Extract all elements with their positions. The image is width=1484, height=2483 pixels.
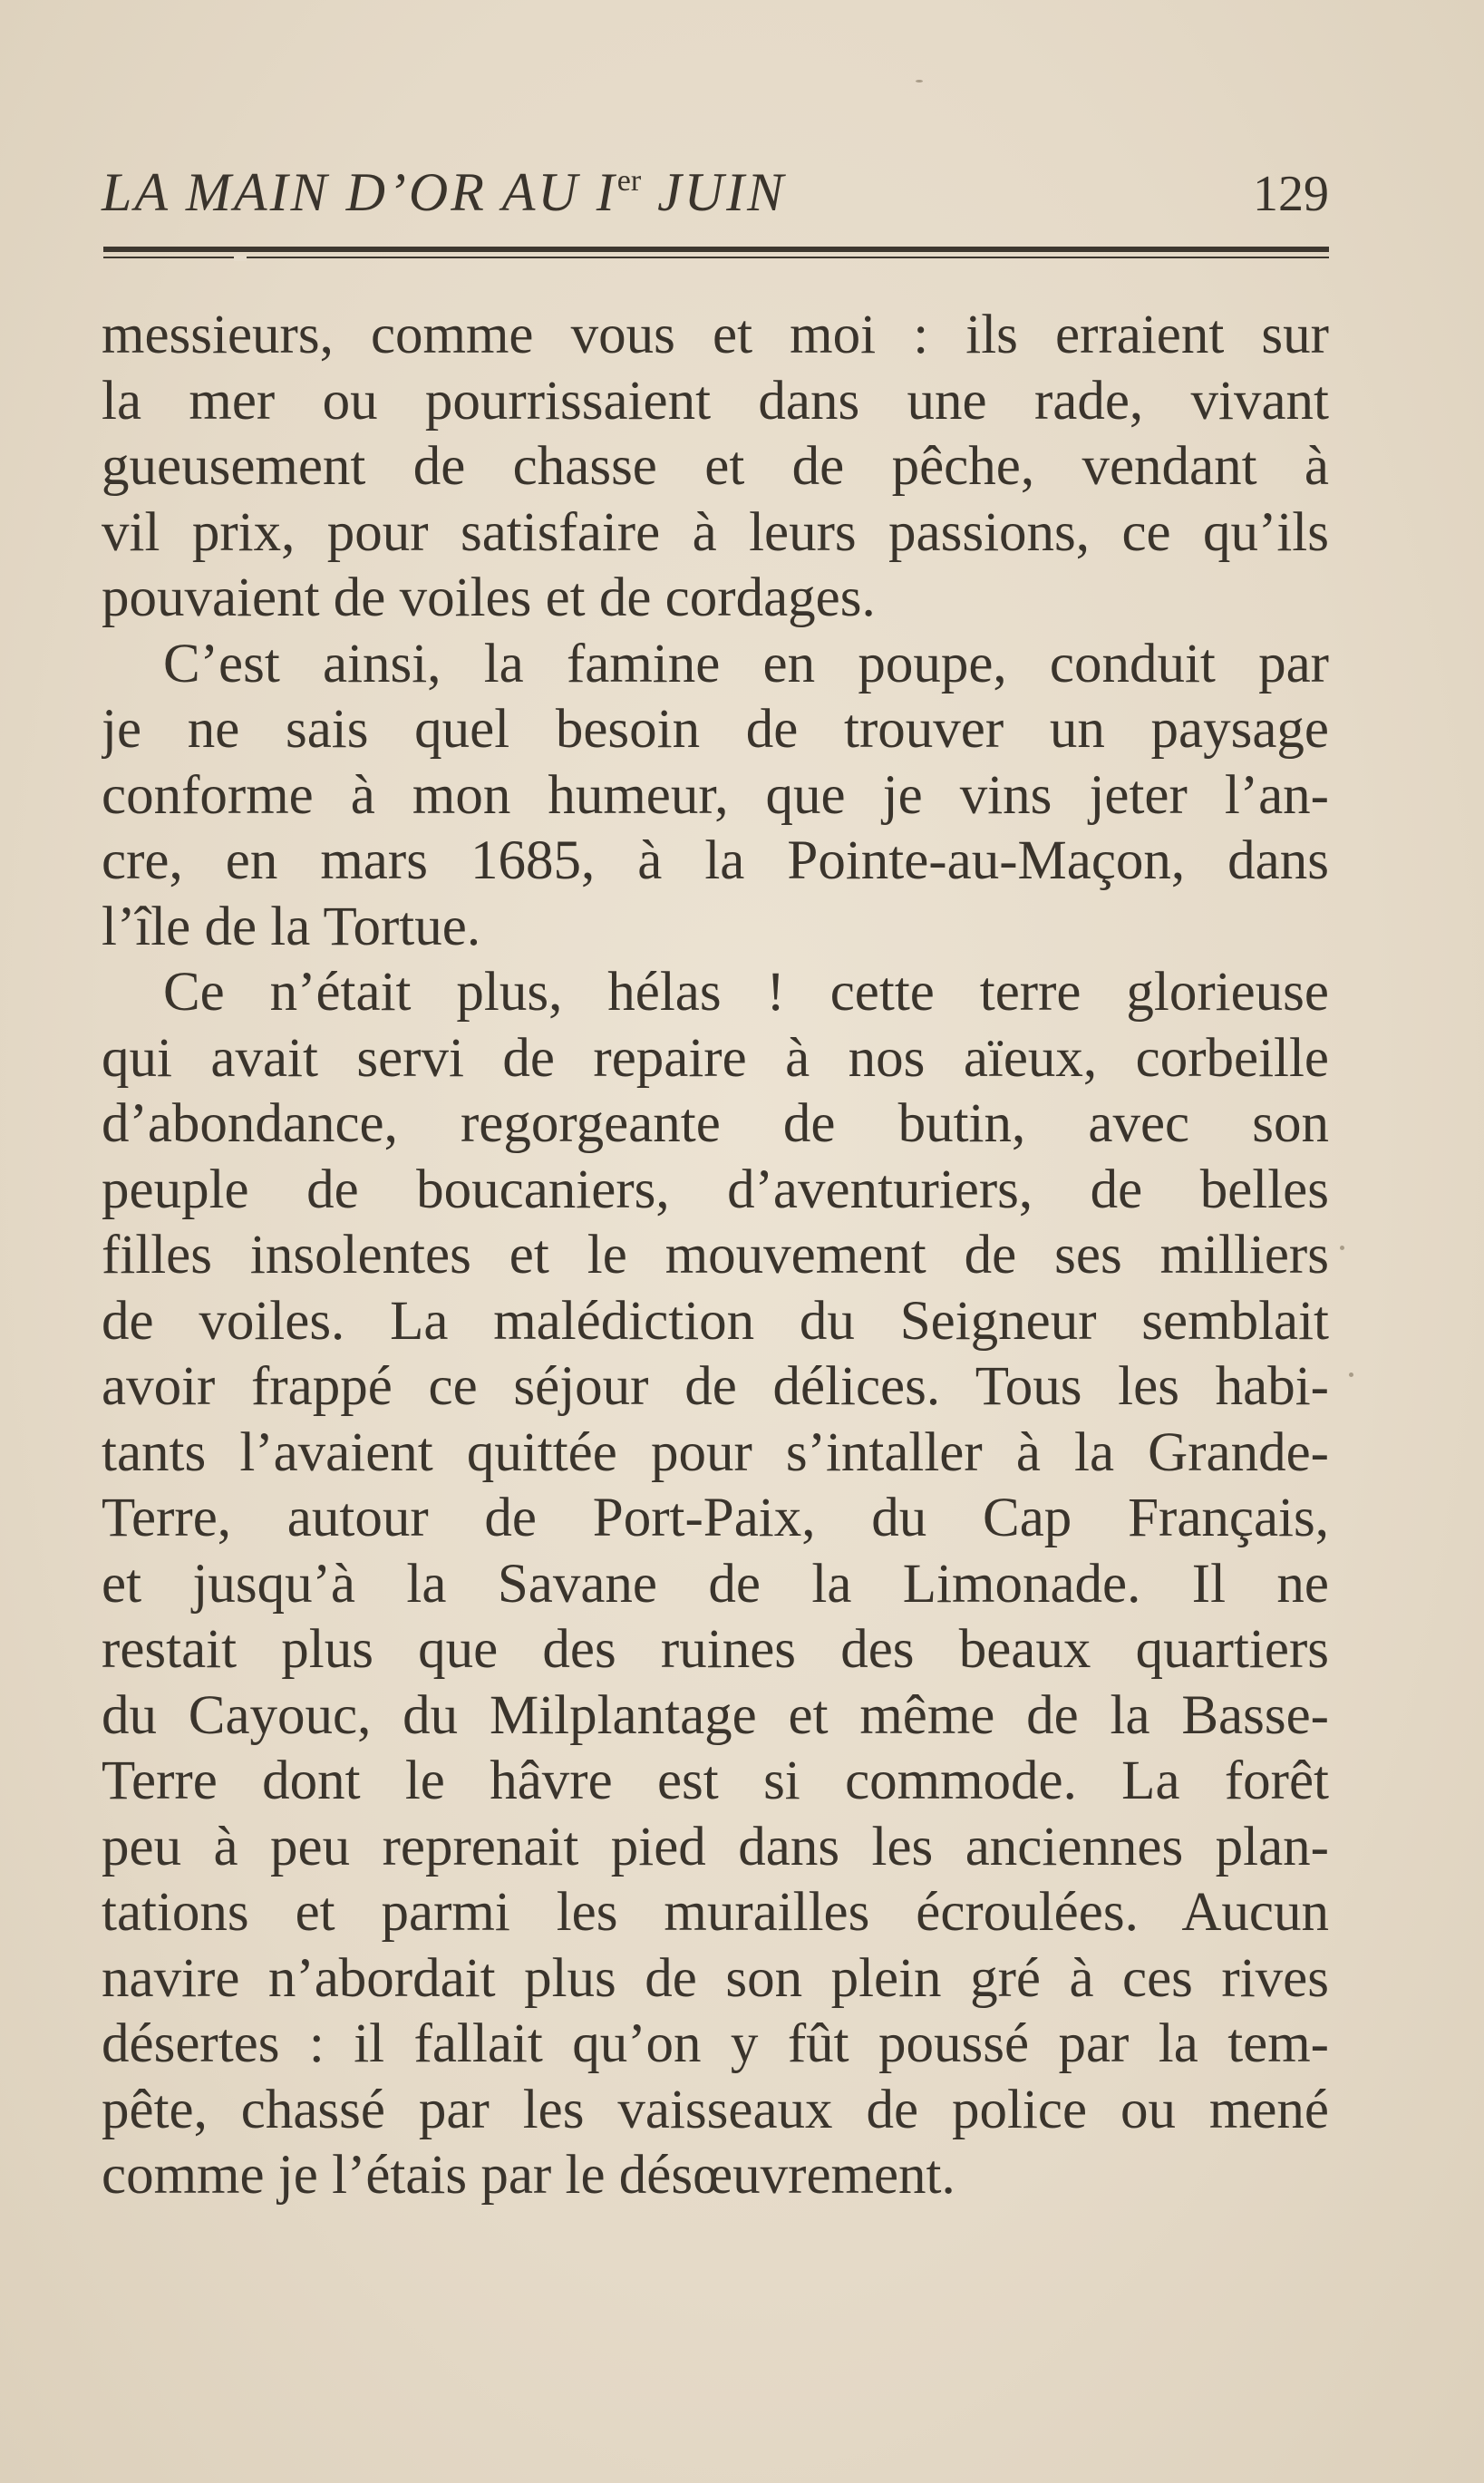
text-line: gueusement de chasse et de pêche, vendant à [102,436,1329,497]
header-rule-break [234,256,247,261]
running-title-main: LA MAIN D’OR AU I [102,162,617,222]
text-line: pête, chassé par les vaisseaux de police ou mené [102,2079,1329,2140]
text-line: cre, en mars 1685, à la Pointe-au-Maçon, dans [102,830,1329,891]
text-line: l’île de la Tortue. [102,896,481,957]
text-line: avoir frappé ce séjour de délices. Tous les habi- [102,1356,1329,1417]
text-line: restait plus que des ruines des beaux quartiers [102,1619,1329,1680]
header-rule-thin [103,257,1329,258]
text-line: messieurs, comme vous et moi : ils erraient sur [102,305,1329,365]
page-number: 129 [1253,166,1329,222]
text-line: navire n’abordait plus de son plein gré à ces rives [102,1947,1329,2009]
text-line: conforme à mon humeur, que je vins jeter l’an- [102,764,1329,826]
paragraph-start-line: Ce n’était plus, hélas ! cette terre glorieuse [163,962,1329,1023]
text-line: Terre dont le hâvre est si commode. La forêt [102,1751,1329,1811]
paragraph-start-line: C’est ainsi, la famine en poupe, conduit par [163,633,1329,694]
paper-speck [1340,1246,1344,1250]
running-title-end: JUIN [641,162,787,222]
text-line: la mer ou pourrissaient dans une rade, vivant [102,370,1329,432]
page-header [102,161,1329,225]
text-line: tants l’avaient quittée pour s’intaller à la Grande- [102,1421,1329,1483]
text-line: peu à peu reprenait pied dans les anciennes plan- [102,1816,1329,1877]
text-line: d’abondance, regorgeante de butin, avec son [102,1093,1329,1154]
text-line: Terre, autour de Port-Paix, du Cap Français, [102,1488,1329,1548]
text-line: pouvaient de voiles et de cordages. [102,567,876,628]
text-line: de voiles. La malédiction du Seigneur semblait [102,1290,1329,1352]
text-line: je ne sais quel besoin de trouver un paysage [102,699,1329,760]
paper-speck [916,80,923,82]
text-line: vil prix, pour satisfaire à leurs passions, ce qu’ils [102,501,1329,563]
text-line: et jusqu’à la Savane de la Limonade. Il ne [102,1553,1329,1615]
text-line: désertes : il fallait qu’on y fût poussé par la tem- [102,2013,1329,2074]
body-text [102,303,1329,2209]
running-title [102,161,786,224]
text-line: du Cayouc, du Milplantage et même de la Basse- [102,1684,1329,1746]
running-title-superscript: er [616,164,642,198]
text-line: peuple de boucaniers, d’aventuriers, de belles [102,1159,1329,1220]
text-line: filles insolentes et le mouvement de ses milliers [102,1225,1329,1285]
text-line: comme je l’étais par le désœuvrement. [102,2145,955,2206]
text-line: tations et parmi les murailles écroulées. Aucun [102,1882,1329,1943]
paper-speck [1349,1372,1353,1377]
header-rule-thick [103,247,1329,252]
text-line: qui avait servi de repaire à nos aïeux, corbeille [102,1027,1329,1089]
